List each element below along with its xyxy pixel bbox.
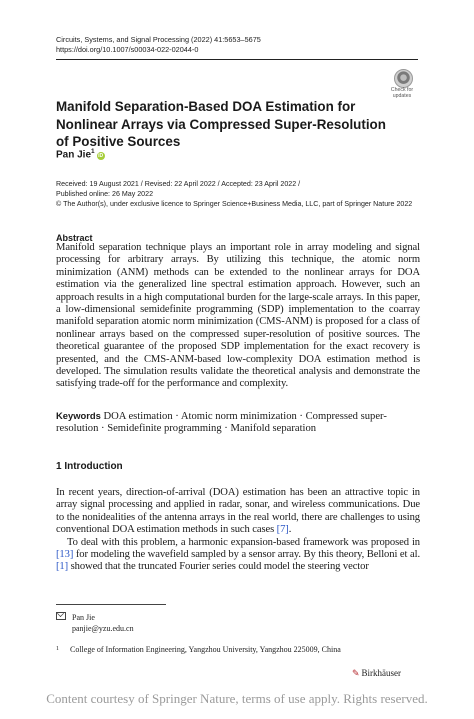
affiliation-footnote [56,644,341,655]
dates-line1: Received: 19 August 2021 / Revised: 22 April 2022 / Accepted: 23 April 2022 / [56,180,301,188]
intro-p2-text-c: showed that the truncated Fourier series could model the steering vector [68,561,369,573]
contact-name: Pan Jie [72,613,95,622]
doi-link[interactable]: https://doi.org/10.1007/s00034-022-02044-0 [56,44,199,54]
intro-p1-end: . [288,524,292,536]
keywords [56,410,420,436]
citation-link[interactable]: [13] [56,549,74,561]
orcid-icon[interactable]: iD [98,153,104,160]
copyright-line: © The Author(s), under exclusive licence to Springer Science+Business Media, LLC, part of Springer Nature 2022 [56,200,413,208]
dates-line2: Published online: 26 May 2022 [56,190,154,198]
intro-paragraph-2 [56,537,420,574]
affiliation-text: College of Information Engineering, Yangzhou University, Yangzhou 225009, China [70,645,341,654]
publisher-name: Birkhäuser [361,668,402,678]
footnote-rule [56,604,166,605]
journal-citation: Circuits, Systems, and Signal Processing (2022) 41:5653–5675 [56,35,261,44]
affiliation-number: 1 [56,646,59,652]
header-rule [56,59,418,60]
author-line [56,148,105,160]
intro-p2-text-b: for modeling the wavefield sampled by a sensor array. By this theory, Belloni et al. [73,549,420,561]
intro-p1-text: In recent years, direction-of-arrival (DOA) estimation has been an attractive topic in array signal processing and applied in radar, sonar, and wireless communications. Due to the nonidealities of the antenna arrays in the real world, there are challenges to using conventional DOA estimation methods in such cases [56,487,420,536]
check-for-updates-badge[interactable] [387,68,417,102]
journal-header [56,35,261,54]
keywords-label: Keywords [56,410,101,421]
intro-p2-text-a: To deal with this problem, a harmonic expansion-based framework was proposed in [67,536,420,548]
check-updates-icon [394,69,413,88]
abstract-text: Manifold separation technique plays an important role in array modeling and signal processing for arbitrary arrays. By utilizing this technique, the atomic norm minimization (ANM) methods can be extended to the nonlinear arrays for DOA estimation via the generalized line spectral estimation approach. However, such an approach results in a high computational burden for the large-scale arrays. In this paper, a low-dimensional semidefinite programming (SDP) implementation to the coarray manifold separation atomic norm minimization (CMS-ANM) is proposed for a class of nonlinear arrays based on the compressed super-resolution of positive sources. The theoretical guarantee of the proposed SDP implementation for the exact recovery is presented, and the CMS-ANM-based low-complexity DOA estimation method is developed. The simulation results validate the theoretical analysis and demonstrate the satisfying trade-off for the performance and complexity. [56,242,420,390]
contact-email[interactable]: panjie@yzu.edu.cn [72,624,134,633]
article-dates [56,179,412,209]
citation-link[interactable]: [1] [56,561,69,573]
badge-line1: Check for [390,87,414,93]
birkhauser-icon: ✎ [352,668,360,678]
envelope-icon [56,612,66,620]
intro-paragraph-1 [56,487,420,537]
abstract-heading: Abstract [56,233,93,243]
author-affil-sup: 1 [91,148,95,155]
article-title: Manifold Separation-Based DOA Estimation for Nonlinear Arrays via Compressed Super-Resolution of Positive Sources [56,99,386,149]
keywords-text: DOA estimation · Atomic norm minimization · Compressed super-resolution · Semidefinite programming · Manifold separation [56,411,387,435]
citation-link[interactable]: [7] [276,524,289,536]
corresponding-author [56,612,134,634]
courtesy-notice: Content courtesy of Springer Nature, terms of use apply. Rights reserved. [46,691,428,706]
section-heading-introduction: 1 Introduction [56,461,123,472]
publisher-logo [352,668,401,679]
badge-line2: updates [392,92,412,99]
author-name[interactable]: Pan Jie [56,149,92,161]
introduction-body [56,487,420,574]
